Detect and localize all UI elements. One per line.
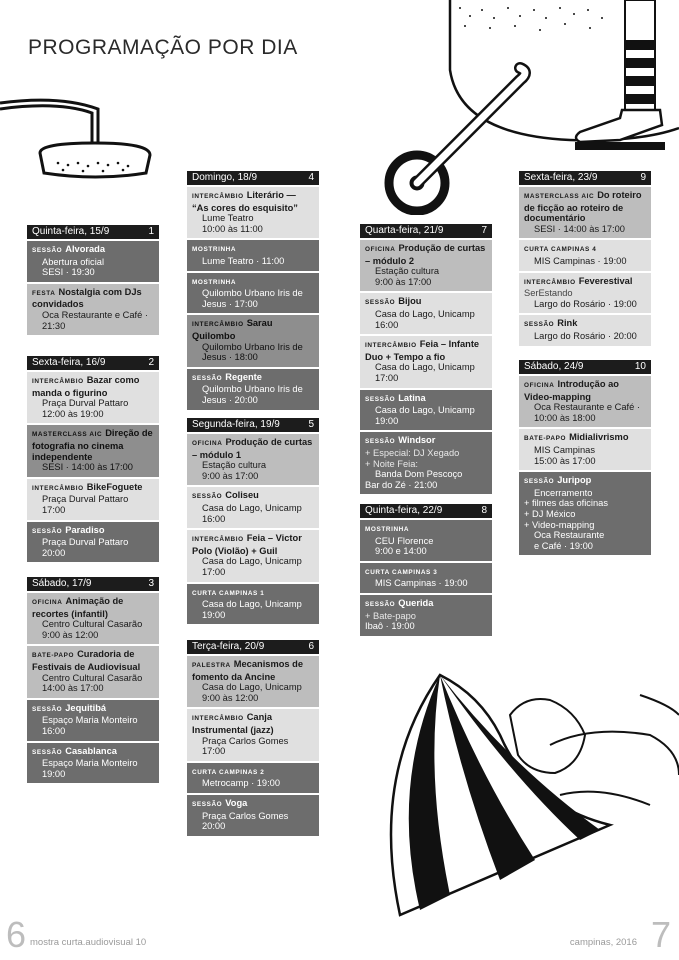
event-detail: Centro Cultural Casarão: [42, 672, 143, 683]
event-name: Jequitibá: [65, 702, 107, 713]
event-name: Literário — “As cores do esquisito”: [192, 190, 298, 213]
event-detail: MIS Campinas · 19:00: [375, 578, 468, 589]
event-detail: MIS Campinas · 19:00: [534, 255, 627, 266]
event-item: [27, 593, 159, 644]
event-item: [360, 293, 492, 334]
event-detail: Quilombo Urbano Iris de Jesus · 18:00: [202, 341, 303, 363]
event-type: SESSÃO: [365, 438, 396, 446]
event-item: [27, 522, 159, 563]
event-detail: SESI · 19:30: [42, 267, 95, 278]
event-item: [519, 376, 651, 427]
day-number: 4: [308, 172, 314, 183]
event-item: [187, 315, 319, 366]
day-header: [27, 356, 159, 370]
event-detail: Lume Teatro · 11:00: [202, 255, 285, 266]
event-name: Mecanismos de fomento da Ancine: [192, 659, 304, 682]
event-name: Feia – Victor Polo (Violão) + Guil: [192, 533, 302, 556]
event-detail: Casa do Lago, Unicamp: [202, 556, 302, 567]
event-name: Juripop: [557, 475, 592, 486]
event-name: Animação de recortes (infantil): [32, 596, 124, 619]
event-type: INTERCÂMBIO: [192, 193, 244, 200]
day-number: 8: [481, 505, 487, 516]
event-detail: Casa do Lago, Unicamp: [202, 502, 302, 513]
event-detail: Casa do Lago, Unicamp: [375, 308, 475, 319]
event-item: [187, 487, 319, 528]
event-extra: + filmes das oficinas: [524, 498, 608, 509]
day-block: [27, 225, 159, 335]
event-detail: 19:00: [202, 609, 226, 620]
event-detail: Praça Durval Pattaro: [42, 537, 129, 548]
event-name: Voga: [225, 797, 248, 808]
event-detail: Banda Dom Pescoço: [375, 469, 463, 480]
day-label: Sexta-feira, 16/9: [32, 357, 106, 368]
event-name: BikeFoguete: [86, 481, 143, 492]
event-name: Casablanca: [65, 745, 117, 756]
day-label: Quinta-feira, 22/9: [365, 505, 443, 516]
event-venue-time: Bar do Zé · 21:00: [365, 479, 438, 490]
day-number: 5: [308, 419, 314, 430]
event-type: SESSÃO: [32, 705, 63, 713]
event-detail: Espaço Maria Monteiro: [42, 758, 138, 769]
event-type: SESSÃO: [365, 600, 396, 608]
event-item: [27, 743, 159, 784]
event-detail: 16:00: [202, 513, 226, 524]
event-extra: SerEstando: [524, 288, 573, 299]
event-item: [27, 646, 159, 697]
event-name: Regente: [225, 371, 262, 382]
event-detail: 9:00 às 12:00: [202, 692, 259, 703]
event-name: Latina: [398, 392, 426, 403]
day-block: [27, 577, 159, 783]
event-type: INTERCÂMBIO: [524, 278, 576, 286]
event-type: SESSÃO: [524, 321, 555, 329]
event-name: Direção de fotografia no cinema independente: [32, 428, 153, 462]
event-item: [187, 434, 319, 485]
day-block: [360, 504, 492, 636]
event-name: Querida: [398, 597, 434, 608]
event-item: [360, 520, 492, 561]
event-detail: 17:00: [42, 504, 66, 515]
day-block: [187, 418, 319, 624]
event-type: MOSTRINHA: [192, 246, 237, 254]
event-type: SESSÃO: [524, 478, 555, 486]
event-type: MASTERCLASS AIC: [524, 193, 595, 200]
event-item: [360, 563, 492, 593]
event-name: Produção de curtas – módulo 1: [192, 437, 313, 460]
event-name: Alvorada: [65, 244, 106, 254]
event-type: INTERCÂMBIO: [192, 536, 244, 544]
event-detail: Lume Teatro: [202, 213, 254, 224]
event-item: [360, 432, 492, 494]
day-number: 2: [148, 357, 154, 368]
event-extra: + Especial: DJ Xegado: [365, 447, 460, 458]
event-detail: Quilombo Urbano Iris de Jesus · 20:00: [202, 384, 303, 405]
event-detail: 9:00 às 12:00: [42, 629, 99, 640]
event-name: Feverestival: [578, 275, 633, 286]
event-item: [187, 187, 319, 238]
day-header: [187, 640, 319, 654]
event-type: BATE-PAPO: [32, 652, 75, 660]
event-detail: Largo do Rosário · 19:00: [534, 298, 637, 309]
event-detail: SESI · 14:00 às 17:00: [534, 223, 625, 234]
event-name: Do roteiro de ficção ao roteiro de documentário: [524, 190, 642, 224]
footer-right-text: campinas, 2016: [569, 937, 637, 948]
day-block: [360, 224, 492, 494]
event-item: [187, 584, 319, 625]
event-item: [519, 429, 651, 470]
day-block: [519, 171, 651, 346]
event-type: SESSÃO: [32, 748, 63, 756]
event-item: [519, 273, 651, 314]
event-detail: Estação cultura: [202, 460, 267, 471]
event-detail: 17:00: [375, 372, 399, 383]
event-type: PALESTRA: [192, 662, 231, 669]
event-type: CURTA CAMPINAS 1: [192, 589, 265, 597]
event-name: Coliseu: [225, 490, 259, 501]
day-block: [519, 360, 651, 555]
day-number: 1: [148, 226, 154, 237]
event-type: SESSÃO: [32, 527, 63, 535]
event-detail: 14:00 às 17:00: [42, 683, 104, 694]
event-detail: Largo do Rosário · 20:00: [534, 330, 637, 341]
day-header: [519, 360, 651, 374]
event-type: INTERCÂMBIO: [365, 342, 417, 350]
event-name: Paradiso: [65, 524, 105, 535]
event-item: [519, 315, 651, 345]
event-type: FESTA: [32, 289, 56, 297]
event-name: Introdução ao Video-mapping: [524, 379, 619, 402]
day-header: [187, 171, 319, 185]
event-detail: SESI · 14:00 às 17:00: [42, 462, 133, 473]
event-detail: 9:00 e 14:00: [375, 546, 427, 557]
event-type: SESSÃO: [192, 800, 223, 808]
day-number: 3: [148, 578, 154, 589]
event-name: Windsor: [398, 435, 436, 446]
event-type: INTERCÂMBIO: [192, 321, 244, 329]
day-block: [27, 356, 159, 562]
event-item: [187, 273, 319, 314]
event-item: [519, 472, 651, 555]
event-name: Nostalgia com DJs convidados: [32, 286, 142, 310]
event-item: [27, 425, 159, 476]
event-type: BATE-PAPO: [524, 435, 567, 443]
event-detail: 9:00 às 17:00: [375, 276, 432, 287]
event-name: Curadoria de Festivais de Audiovisual: [32, 649, 141, 672]
event-item: [519, 240, 651, 270]
day-header: [360, 504, 492, 518]
event-detail: Estação cultura: [375, 266, 440, 277]
event-detail: Casa do Lago, Unicamp: [375, 362, 475, 373]
page-number-right: 7: [650, 914, 671, 955]
day-label: Sábado, 17/9: [32, 578, 92, 589]
event-name: Feia – Infante Duo + Tempo a fio: [365, 339, 480, 362]
day-number: 6: [308, 641, 314, 652]
event-type: OFICINA: [365, 246, 396, 253]
event-type: OFICINA: [192, 440, 223, 447]
event-detail: Quilombo Urbano Iris de Jesus · 17:00: [202, 288, 303, 309]
event-name: Rink: [557, 318, 578, 329]
event-detail: Praça Durval Pattaro: [42, 398, 129, 409]
event-venue-time: e Café · 19:00: [534, 540, 593, 551]
event-item: [519, 187, 651, 238]
day-label: Quarta-feira, 21/9: [365, 225, 444, 236]
event-type: SESSÃO: [365, 395, 396, 403]
day-label: Terça-feira, 20/9: [192, 641, 265, 652]
event-name: Sarau Quilombo: [192, 318, 273, 341]
event-item: [360, 390, 492, 431]
event-item: [187, 709, 319, 760]
event-type: INTERCÂMBIO: [32, 484, 84, 492]
event-detail: Centro Cultural Casarão: [42, 619, 143, 630]
event-name: Produção de curtas – módulo 2: [365, 243, 486, 266]
event-detail: Abertura oficial: [42, 256, 105, 267]
event-item: [27, 241, 159, 282]
event-detail: 16:00: [42, 725, 66, 736]
event-detail: 17:00: [202, 746, 226, 757]
event-detail: Praça Carlos Gomes: [202, 810, 289, 821]
event-detail: 20:00: [202, 821, 226, 832]
event-item: [187, 795, 319, 836]
event-detail: 20:00: [42, 547, 66, 558]
event-item: [187, 656, 319, 707]
event-type: SESSÃO: [365, 299, 396, 307]
event-detail: 9:00 às 17:00: [202, 470, 259, 481]
shower-head-illustration: [0, 95, 160, 185]
event-item: [360, 336, 492, 387]
day-header: [519, 171, 651, 185]
event-detail: Praça Carlos Gomes: [202, 735, 289, 746]
event-name: Canja Instrumental (jazz): [192, 712, 274, 735]
event-detail: Espaço Maria Monteiro: [42, 715, 138, 726]
event-item: [187, 240, 319, 270]
event-detail: 19:00: [375, 415, 399, 426]
event-detail: Casa do Lago, Unicamp: [202, 599, 302, 610]
event-detail: 16:00: [375, 319, 399, 330]
event-venue-time: Oca Restaurante: [534, 530, 605, 541]
day-header: [27, 225, 159, 239]
event-type: CURTA CAMPINAS 4: [524, 246, 597, 254]
event-type: SESSÃO: [32, 247, 63, 254]
footer-left-text: mostra curta.audiovisual 10: [30, 937, 147, 948]
event-detail: Encerramento: [534, 487, 593, 498]
day-number: 9: [640, 172, 646, 183]
day-number: 10: [634, 361, 646, 372]
event-detail: CEU Florence: [375, 535, 434, 546]
event-detail: 19:00: [42, 768, 66, 779]
event-type: INTERCÂMBIO: [32, 378, 84, 385]
event-item: [27, 700, 159, 741]
event-detail: Praça Durval Pattaro: [42, 494, 129, 505]
event-type: CURTA CAMPINAS 3: [365, 568, 438, 576]
event-item: [27, 479, 159, 520]
event-detail: Oca Restaurante e Café · 10:00 às 18:00: [534, 402, 640, 423]
event-name: Midialivrismo: [569, 432, 629, 443]
day-header: [187, 418, 319, 432]
event-type: MOSTRINHA: [192, 278, 237, 286]
day-label: Sábado, 24/9: [524, 361, 584, 372]
event-detail: Casa do Lago, Unicamp: [202, 682, 302, 693]
event-extra: + Noite Feia:: [365, 458, 418, 469]
event-detail: Metrocamp · 19:00: [202, 778, 281, 789]
day-number: 7: [481, 225, 487, 236]
event-name: Bazar como manda o figurino: [32, 375, 140, 398]
event-type: CURTA CAMPINAS 2: [192, 768, 265, 776]
day-label: Sexta-feira, 23/9: [524, 172, 598, 183]
event-venue-time: Ibaô · 19:00: [365, 621, 415, 632]
event-type: SESSÃO: [192, 493, 223, 501]
page-number-left: 6: [6, 914, 27, 955]
event-detail: 15:00 às 17:00: [534, 455, 596, 466]
day-header: [360, 224, 492, 238]
event-extra: + Video-mapping: [524, 519, 595, 530]
event-item: [27, 372, 159, 423]
event-detail: 17:00: [202, 566, 226, 577]
event-detail: Oca Restaurante e Café · 21:30: [42, 309, 148, 331]
event-type: OFICINA: [32, 599, 63, 606]
event-name: Bijou: [398, 296, 422, 307]
event-extra: + DJ México: [524, 508, 576, 519]
event-item: [187, 763, 319, 793]
day-header: [27, 577, 159, 591]
day-label: Domingo, 18/9: [192, 172, 258, 183]
day-label: Quinta-feira, 15/9: [32, 226, 110, 237]
event-detail: 12:00 às 19:00: [42, 408, 104, 419]
event-type: SESSÃO: [192, 374, 223, 382]
event-item: [27, 284, 159, 335]
event-item: [187, 530, 319, 581]
event-extra: + Bate-papo: [365, 610, 416, 621]
day-label: Segunda-feira, 19/9: [192, 419, 280, 430]
event-detail: MIS Campinas: [534, 444, 595, 455]
event-detail: 10:00 às 11:00: [202, 223, 263, 234]
event-item: [187, 369, 319, 410]
event-item: [360, 595, 492, 636]
event-type: MASTERCLASS AIC: [32, 431, 103, 439]
event-type: OFICINA: [524, 382, 555, 389]
event-item: [360, 240, 492, 291]
event-detail: Casa do Lago, Unicamp: [375, 405, 475, 416]
umbrella-woman-illustration: [350, 655, 679, 945]
event-type: MOSTRINHA: [365, 526, 410, 533]
day-block: [187, 171, 319, 410]
event-type: INTERCÂMBIO: [192, 715, 244, 723]
day-block: [187, 640, 319, 836]
page-title: PROGRAMAÇÃO POR DIA: [28, 36, 298, 59]
